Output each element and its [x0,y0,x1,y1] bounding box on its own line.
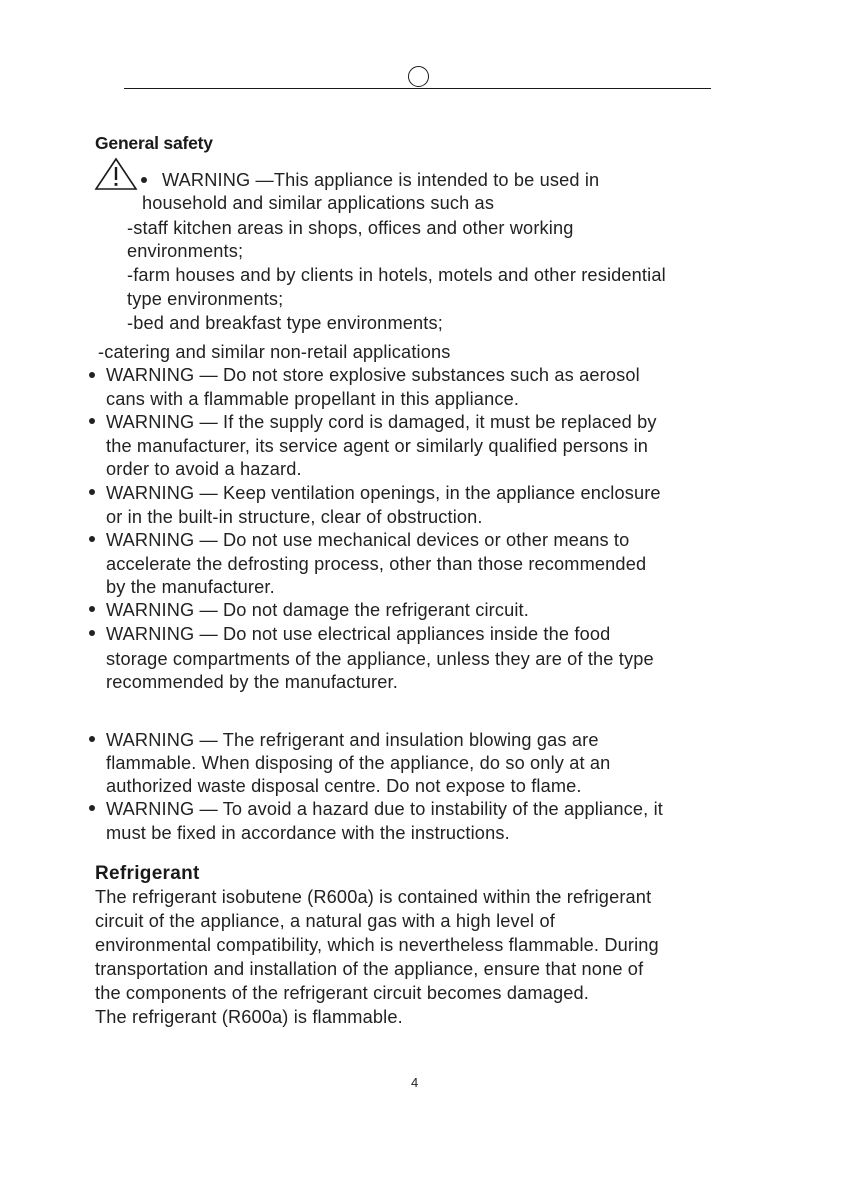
refrigerant-line: environmental compatibility, which is nevertheless flammable. During [95,935,659,955]
safety-line: authorized waste disposal centre. Do not expose to flame. [106,776,582,796]
list-bullet [89,606,95,612]
header-rule [124,88,711,89]
list-bullet [89,372,95,378]
refrigerant-line: the components of the refrigerant circuit becomes damaged. [95,983,589,1003]
safety-line: WARNING — Do not store explosive substances such as aerosol [106,365,640,385]
safety-line: WARNING — To avoid a hazard due to instability of the appliance, it [106,799,663,819]
safety-line: flammable. When disposing of the appliance, do so only at an [106,753,611,773]
refrigerant-line: The refrigerant (R600a) is flammable. [95,1007,403,1027]
list-bullet [89,736,95,742]
safety-line: WARNING — The refrigerant and insulation blowing gas are [106,730,599,750]
page-number: 4 [411,1075,419,1090]
safety-line: storage compartments of the appliance, unless they are of the type [106,649,654,669]
refrigerant-line: transportation and installation of the appliance, ensure that none of [95,959,644,979]
safety-line: WARNING — If the supply cord is damaged, it must be replaced by [106,412,657,432]
safety-line: environments; [127,241,244,261]
refrigerant-line: circuit of the appliance, a natural gas with a high level of [95,911,555,931]
list-bullet [89,630,95,636]
header-circle-marker [408,66,429,87]
warning-triangle-icon [94,157,138,191]
safety-line: must be fixed in accordance with the instructions. [106,823,510,843]
safety-line: WARNING — Do not use electrical appliances inside the food [106,624,611,644]
safety-line: -catering and similar non-retail applications [98,342,451,362]
safety-line: type environments; [127,289,284,309]
safety-line: WARNING — Do not use mechanical devices or other means to [106,530,630,550]
safety-line: recommended by the manufacturer. [106,672,398,692]
safety-line: -bed and breakfast type environments; [127,313,443,333]
safety-line: the manufacturer, its service agent or similarly qualified persons in [106,436,649,456]
refrigerant-line: The refrigerant isobutene (R600a) is contained within the refrigerant [95,887,652,907]
safety-line: order to avoid a hazard. [106,459,302,479]
safety-line: WARNING — Keep ventilation openings, in the appliance enclosure [106,483,661,503]
safety-line: WARNING —This appliance is intended to be used in [162,170,600,190]
safety-line: or in the built-in structure, clear of obstruction. [106,507,483,527]
safety-line: -staff kitchen areas in shops, offices and other working [127,218,574,238]
list-bullet [89,489,95,495]
safety-line: cans with a flammable propellant in this appliance. [106,389,520,409]
safety-line: by the manufacturer. [106,577,275,597]
general-safety-title: General safety [95,133,213,153]
safety-line: accelerate the defrosting process, other than those recommended [106,554,647,574]
list-bullet [89,536,95,542]
list-bullet [141,177,147,183]
safety-line: household and similar applications such as [142,193,495,213]
list-bullet [89,805,95,811]
refrigerant-title: Refrigerant [95,863,200,884]
safety-line: WARNING — Do not damage the refrigerant circuit. [106,600,529,620]
safety-line: -farm houses and by clients in hotels, motels and other residential [127,265,666,285]
list-bullet [89,418,95,424]
